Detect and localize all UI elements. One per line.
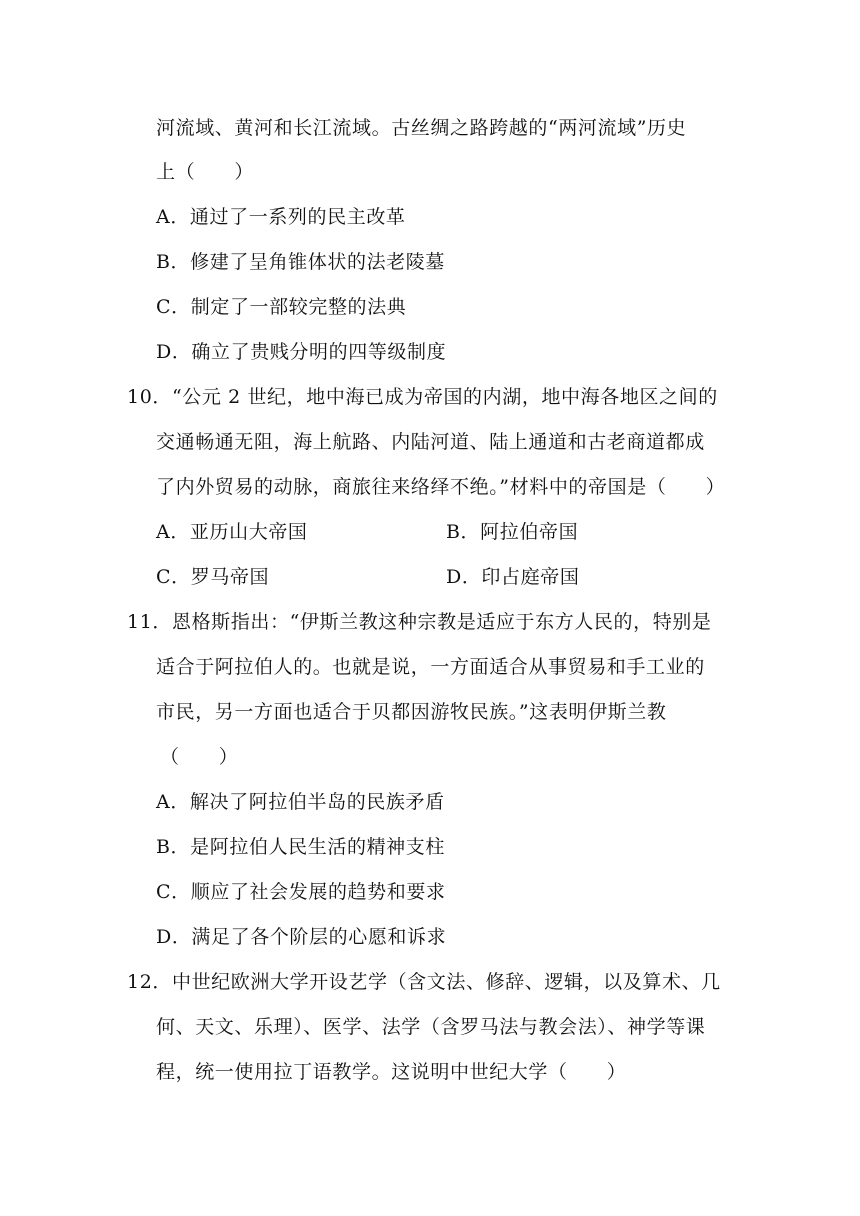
q10-stem-line-3: 了内外贸易的动脉，商旅往来络绎不绝。”材料中的帝国是（ ） xyxy=(156,476,726,498)
q12-stem-line-2: 何、天文、乐理）、医学、法学（含罗马法与教会法）、神学等课 xyxy=(156,1016,706,1038)
q11-stem-line-2: 适合于阿拉伯人的。也就是说，一方面适合从事贸易和手工业的 xyxy=(156,656,705,678)
q10-option-a: A．亚历山大帝国 xyxy=(156,521,308,543)
q12-stem-line-3: 程，统一使用拉丁语教学。这说明中世纪大学（ ） xyxy=(156,1061,627,1083)
q11-option-d: D．满足了各个阶层的心愿和诉求 xyxy=(156,926,447,948)
q11-stem-line-4: （ ） xyxy=(160,746,239,768)
q10-option-c: C．罗马帝国 xyxy=(156,566,270,588)
q9-option-b: B．修建了呈角锥体状的法老陵墓 xyxy=(156,251,445,273)
q12-stem-line-1: 12．中世纪欧洲大学开设艺学（含文法、修辞、逻辑，以及算术、几 xyxy=(127,971,721,993)
q9-stem-line-2: 上（ ） xyxy=(156,161,255,183)
q11-option-b: B．是阿拉伯人民生活的精神支柱 xyxy=(156,836,445,858)
q11-option-c: C．顺应了社会发展的趋势和要求 xyxy=(156,881,446,903)
q11-stem-line-1: 11．恩格斯指出：“伊斯兰教这种宗教是适应于东方人民的，特别是 xyxy=(127,611,712,633)
q10-stem-line-2: 交通畅通无阻，海上航路、内陆河道、陆上通道和古老商道都成 xyxy=(156,431,705,453)
q10-option-b: B．阿拉伯帝国 xyxy=(446,521,579,543)
q9-option-a: A．通过了一系列的民主改革 xyxy=(156,206,406,228)
q10-stem-line-1: 10．“公元 2 世纪，地中海已成为帝国的内湖，地中海各地区之间的 xyxy=(127,386,718,408)
q9-stem-line-1: 河流域、黄河和长江流域。古丝绸之路跨越的“两河流域”历史 xyxy=(156,117,687,139)
q9-option-c: C．制定了一部较完整的法典 xyxy=(156,296,407,318)
q11-stem-line-3: 市民，另一方面也适合于贝都因游牧民族。”这表明伊斯兰教 xyxy=(156,701,667,723)
q9-option-d: D．确立了贵贱分明的四等级制度 xyxy=(156,341,447,363)
q11-option-a: A．解决了阿拉伯半岛的民族矛盾 xyxy=(156,791,445,813)
q10-option-d: D．印占庭帝国 xyxy=(446,566,580,588)
